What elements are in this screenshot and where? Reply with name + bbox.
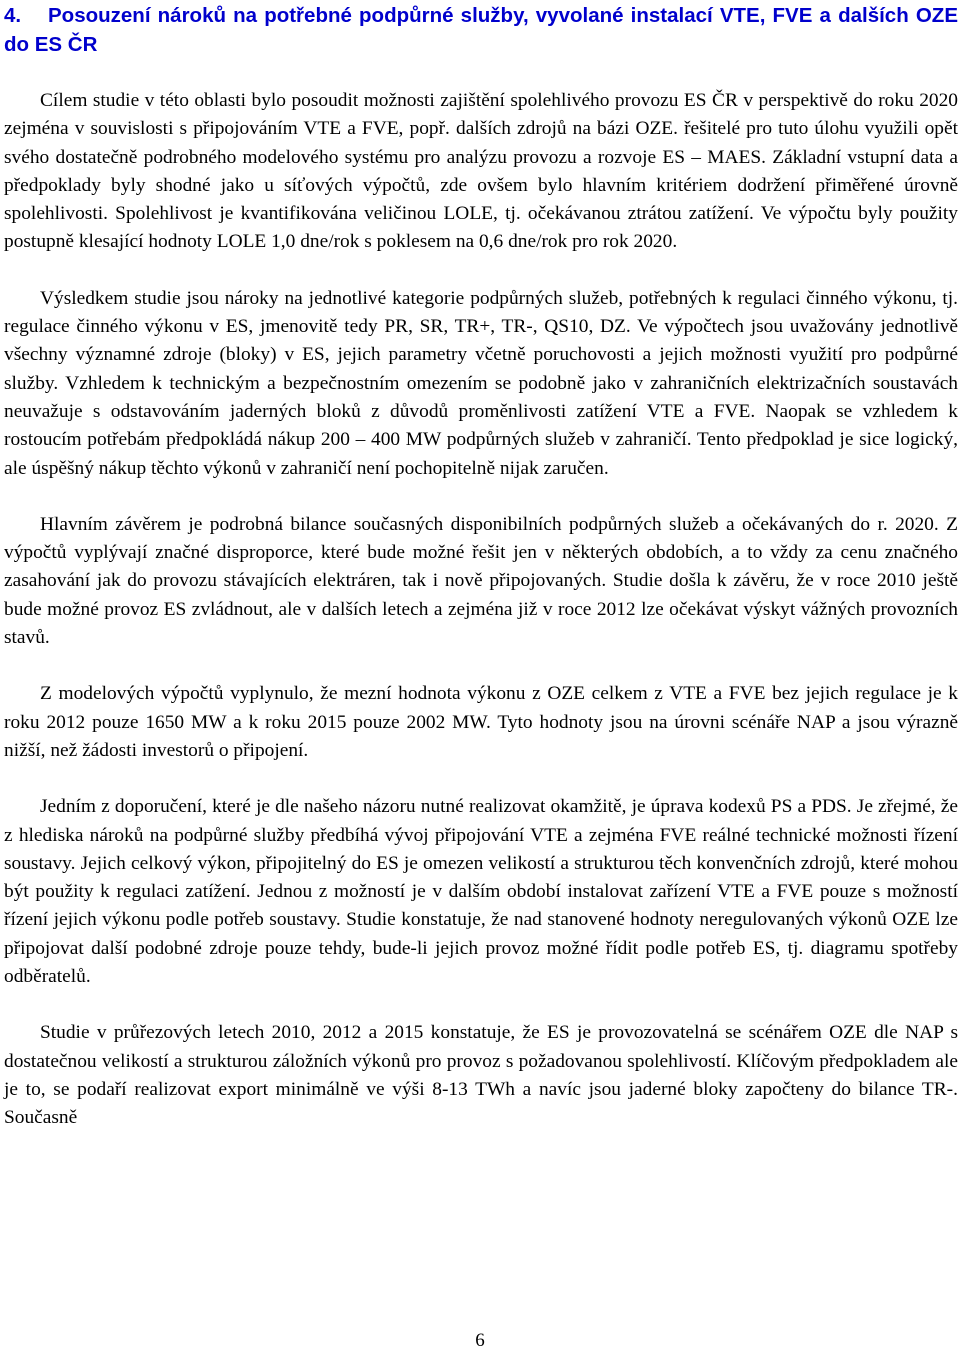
paragraph-main-conclusion: Hlavním závěrem je podrobná bilance současných disponibilních podpůrných služeb a očekávaných do r. 2020. Z výpočtů vyplývají značné disproporce, které bude možné řešit jen v některých obdobích, a to vždy za cenu značného zasahování jak do provozu stávajících elektráren, tak i nově připojovaných. Studie došla k závěru, že v roce 2010 ještě bude možné provoz ES zvládnout, ale v dalších letech a zejména již v roce 2012 lze očekávat výskyt vážných provozních stavů. <box>4 513 958 649</box>
section-title: Posouzení nároků na potřebné podpůrné služby, vyvolané instalací VTE, FVE a dalších OZE do ES ČR <box>4 4 958 56</box>
section-number: 4. <box>4 4 22 27</box>
document-page <box>4 0 958 1133</box>
paragraph-study-results: Výsledkem studie jsou nároky na jednotlivé kategorie podpůrných služeb, potřebných k regulaci činného výkonu, tj. regulace činného výkonu v ES, jmenovitě tedy PR, SR, TR+, TR-, QS10, DZ. Ve výpočtech jsou uvažovány jednotlivě všechny významné zdroje (bloky) v ES, jejich parametry včetně poruchovosti a jejich možnosti využití pro podpůrné služby. Vzhledem k technickým a bezpečnostním omezením se podobně jako v zahraničních elektrizačních soustavách neuvažuje s odstavováním jaderných bloků z důvodů proměnlivosti zatížení VTE a FVE. Naopak se vzhledem k rostoucím potřebám předpokládá nákup 200 – 400 MW podpůrných služeb v zahraničí. Tento předpoklad je sice logický, ale úspěšný nákup těchto výkonů v zahraničí není pochopitelně nijak zaručen. <box>4 287 958 479</box>
paragraph-recommendation: Jedním z doporučení, které je dle našeho názoru nutné realizovat okamžitě, je úprava kodexů PS a PDS. Je zřejmé, že z hlediska nároků na podpůrné služby předbíhá vývoj připojování VTE a zejména FVE reálné technické možnosti řízení soustavy. Jejich celkový výkon, připojitelný do ES je omezen velikostí a strukturou těch konvenčních zdrojů, které mohou být použity k regulaci zatížení. Jednou z možností je v dalším období instalovat zařízení VTE a FVE pouze s možností řízení jejich výkonu podle potřeb soustavy. Studie konstatuje, že nad stanovené hodnoty neregulovaných výkonů OZE lze připojovat další podobné zdroje pouze tehdy, bude-li jejich provoz možné řídit podle potřeb ES, tj. diagramu spotřeby odběratelů. <box>4 796 958 988</box>
paragraph-model-calculations: Z modelových výpočtů vyplynulo, že mezní hodnota výkonu z OZE celkem z VTE a FVE bez jejich regulace je k roku 2012 pouze 1650 MW a k roku 2015 pouze 2002 MW. Tyto hodnoty jsou na úrovni scénáře NAP a jsou výrazně nižší, než žádosti investorů o připojení. <box>4 683 958 761</box>
page-number: 6 <box>475 1330 485 1351</box>
paragraph-cross-section-years: Studie v průřezových letech 2010, 2012 a 2015 konstatuje, že ES je provozovatelná se scénářem OZE dle NAP s dostatečnou velikostí a strukturou záložních výkonů pro provoz s požadovanou spolehlivostí. Klíčovým předpokladem ale je to, se podaří realizovat export minimálně ve výši 8-13 TWh a navíc jsou jaderné bloky započteny do bilance TR-. Současně <box>4 1022 958 1129</box>
section-heading <box>4 0 958 59</box>
paragraph-study-goal: Cílem studie v této oblasti bylo posoudit možnosti zajištění spolehlivého provozu ES ČR v perspektivě do roku 2020 zejména v souvislosti s připojováním VTE a FVE, popř. dalších zdrojů na bázi OZE. řešitelé pro tuto úlohu využili opět svého dostatečně podrobného modelového systému pro analýzu provozu a rozvoje ES – MAES. Základní vstupní data a předpoklady byly shodné jako u síťových výpočtů, zde ovšem bylo hlavním kritériem dodržení přiměřené úrovně spolehlivosti. Spolehlivost je kvantifikována veličinou LOLE, tj. očekávanou ztrátou zatížení. Ve výpočtu byly použity postupně klesající hodnoty LOLE 1,0 dne/rok s poklesem na 0,6 dne/rok pro rok 2020. <box>4 90 958 253</box>
